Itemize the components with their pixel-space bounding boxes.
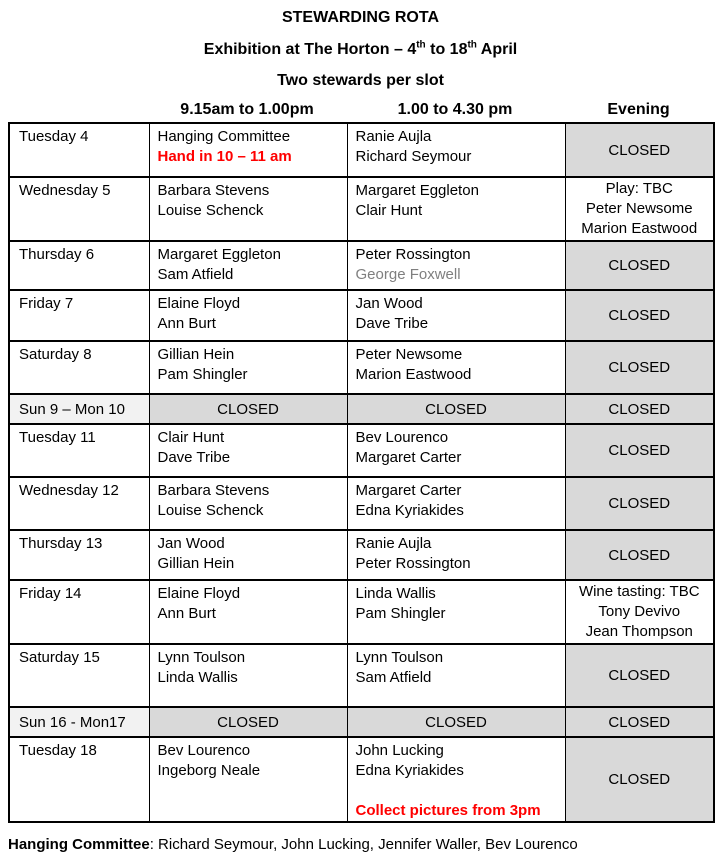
afternoon-cell	[347, 707, 565, 737]
cell-line: Louise Schenck	[157, 502, 264, 519]
evening-cell	[565, 394, 714, 424]
table-row	[9, 707, 714, 737]
date-cell: Saturday 15	[9, 644, 149, 707]
cell-line: Lynn Toulson	[355, 649, 444, 666]
cell-line: Ranie Aujla	[355, 535, 432, 552]
cell-line: Hanging Committee	[157, 128, 291, 145]
morning-cell	[149, 424, 347, 477]
cell-line: Elaine Floyd	[157, 585, 241, 602]
morning-cell	[149, 394, 347, 424]
cell-line: Ranie Aujla	[355, 128, 432, 145]
footer-note	[8, 836, 721, 853]
table-row	[9, 737, 714, 822]
afternoon-cell	[347, 424, 565, 477]
footer-label: Hanging Committee	[8, 836, 150, 853]
stewards-note: Two stewards per slot	[277, 72, 444, 89]
cell-line: Jean Thompson	[585, 623, 693, 640]
afternoon-cell	[347, 737, 565, 822]
table-row	[9, 644, 714, 707]
table-row	[9, 123, 714, 177]
cell-line: Peter Newsome	[355, 346, 463, 363]
rota-table	[8, 122, 715, 823]
table-row	[9, 424, 714, 477]
cell-line: Ingeborg Neale	[157, 762, 261, 779]
closed-label: CLOSED	[608, 442, 671, 459]
afternoon-cell	[347, 530, 565, 580]
page-title: STEWARDING ROTA	[281, 9, 440, 26]
date-cell: Friday 14	[9, 580, 149, 644]
cell-line: Peter Rossington	[355, 246, 471, 263]
cell-line: Linda Wallis	[157, 669, 238, 686]
ordinal-suffix: th	[467, 39, 477, 51]
morning-cell	[149, 477, 347, 530]
evening-cell	[565, 241, 714, 290]
evening-cell	[565, 644, 714, 707]
cell-line: Edna Kyriakides	[355, 762, 464, 779]
cell-line: Peter Rossington	[355, 555, 471, 572]
closed-label: CLOSED	[608, 667, 671, 684]
closed-label: CLOSED	[608, 713, 671, 731]
column-header-date	[8, 101, 148, 119]
cell-line: Tony Devivo	[598, 603, 681, 620]
date-cell: Wednesday 5	[9, 177, 149, 241]
afternoon-cell	[347, 341, 565, 394]
cell-line	[356, 781, 561, 801]
morning-cell	[149, 177, 347, 241]
evening-cell	[565, 177, 714, 241]
ordinal-suffix: th	[416, 39, 426, 51]
closed-label: CLOSED	[608, 546, 671, 564]
afternoon-cell	[347, 123, 565, 177]
afternoon-cell	[347, 290, 565, 341]
footer-names: : Richard Seymour, John Lucking, Jennifer Waller, Bev Lourenco	[149, 836, 578, 853]
cell-line: Gillian Hein	[157, 555, 235, 572]
table-row	[9, 394, 714, 424]
cell-line: Margaret Eggleton	[355, 182, 479, 199]
cell-line: Peter Newsome	[585, 200, 693, 217]
closed-label: CLOSED	[608, 400, 671, 418]
table-row	[9, 341, 714, 394]
cell-line: Sam Atfield	[355, 669, 432, 686]
date-cell: Saturday 8	[9, 341, 149, 394]
subtitle-suffix: April	[476, 41, 518, 58]
column-header-afternoon: 1.00 to 4.30 pm	[397, 101, 513, 118]
cell-line: Clair Hunt	[157, 429, 225, 446]
table-row	[9, 241, 714, 290]
evening-cell	[565, 123, 714, 177]
afternoon-cell	[347, 177, 565, 241]
closed-label: CLOSED	[217, 713, 279, 731]
evening-cell	[565, 580, 714, 644]
evening-cell	[565, 424, 714, 477]
cell-line: Bev Lourenco	[157, 742, 251, 759]
cell-line: Clair Hunt	[355, 202, 423, 219]
cell-line: Bev Lourenco	[355, 429, 449, 446]
date-cell: Wednesday 12	[9, 477, 149, 530]
table-row	[9, 530, 714, 580]
date-cell: Thursday 6	[9, 241, 149, 290]
cell-line: Linda Wallis	[355, 585, 436, 602]
cell-line: Barbara Stevens	[157, 182, 270, 199]
closed-label: CLOSED	[217, 400, 279, 418]
cell-line: John Lucking	[355, 742, 444, 759]
cell-line: Margaret Carter	[355, 482, 462, 499]
closed-label: CLOSED	[425, 400, 487, 418]
column-header-evening: Evening	[607, 101, 670, 118]
cell-line: Lynn Toulson	[157, 649, 246, 666]
cell-line: Wine tasting: TBC	[578, 583, 700, 600]
cell-line: Richard Seymour	[355, 148, 472, 165]
evening-cell	[565, 530, 714, 580]
cell-line: Margaret Carter	[355, 449, 462, 466]
closed-label: CLOSED	[608, 495, 671, 512]
cell-line: Sam Atfield	[157, 266, 234, 283]
closed-label: CLOSED	[425, 713, 487, 731]
date-cell: Sun 16 - Mon17	[9, 707, 149, 737]
closed-label: CLOSED	[608, 359, 671, 376]
cell-line: Jan Wood	[157, 535, 225, 552]
afternoon-cell	[347, 241, 565, 290]
subtitle	[0, 38, 721, 62]
morning-cell	[149, 290, 347, 341]
table-row	[9, 477, 714, 530]
evening-cell	[565, 477, 714, 530]
evening-cell	[565, 737, 714, 822]
morning-cell	[149, 707, 347, 737]
afternoon-cell	[347, 394, 565, 424]
date-cell: Sun 9 – Mon 10	[9, 394, 149, 424]
cell-line: Marion Eastwood	[355, 366, 472, 383]
morning-cell	[149, 580, 347, 644]
cell-line: Marion Eastwood	[581, 220, 698, 237]
morning-cell	[149, 241, 347, 290]
table-row	[9, 177, 714, 241]
closed-label: CLOSED	[608, 771, 671, 788]
cell-line: Play: TBC	[605, 180, 673, 197]
cell-line: Pam Shingler	[157, 366, 248, 383]
morning-cell	[149, 123, 347, 177]
cell-line: George Foxwell	[355, 266, 461, 283]
date-cell: Friday 7	[9, 290, 149, 341]
closed-label: CLOSED	[608, 257, 671, 274]
morning-cell	[149, 644, 347, 707]
morning-cell	[149, 341, 347, 394]
closed-label: CLOSED	[608, 141, 671, 159]
cell-line: Margaret Eggleton	[157, 246, 281, 263]
closed-label: CLOSED	[608, 307, 671, 324]
cell-line: Hand in 10 – 11 am	[157, 148, 292, 165]
morning-cell	[149, 530, 347, 580]
cell-line: Jan Wood	[355, 295, 423, 312]
cell-line: Edna Kyriakides	[355, 502, 464, 519]
cell-line: Barbara Stevens	[157, 482, 270, 499]
cell-line: Pam Shingler	[355, 605, 446, 622]
evening-cell	[565, 707, 714, 737]
date-cell: Tuesday 11	[9, 424, 149, 477]
date-cell: Tuesday 4	[9, 123, 149, 177]
cell-line: Ann Burt	[157, 315, 216, 332]
subtitle-mid: to 18	[425, 41, 468, 58]
cell-line: Dave Tribe	[355, 315, 429, 332]
morning-cell	[149, 737, 347, 822]
cell-line: Dave Tribe	[157, 449, 231, 466]
subtitle-prefix: Exhibition at The Horton – 4	[203, 41, 417, 58]
cell-line: Gillian Hein	[157, 346, 235, 363]
table-row	[9, 290, 714, 341]
column-header-row	[8, 101, 713, 119]
evening-cell	[565, 341, 714, 394]
cell-line: Ann Burt	[157, 605, 216, 622]
cell-line: Collect pictures from 3pm	[355, 802, 541, 819]
afternoon-cell	[347, 580, 565, 644]
cell-line: Elaine Floyd	[157, 295, 241, 312]
afternoon-cell	[347, 644, 565, 707]
date-cell: Thursday 13	[9, 530, 149, 580]
evening-cell	[565, 290, 714, 341]
table-row	[9, 580, 714, 644]
cell-line: Louise Schenck	[157, 202, 264, 219]
column-header-morning: 9.15am to 1.00pm	[180, 101, 314, 118]
date-cell: Tuesday 18	[9, 737, 149, 822]
afternoon-cell	[347, 477, 565, 530]
